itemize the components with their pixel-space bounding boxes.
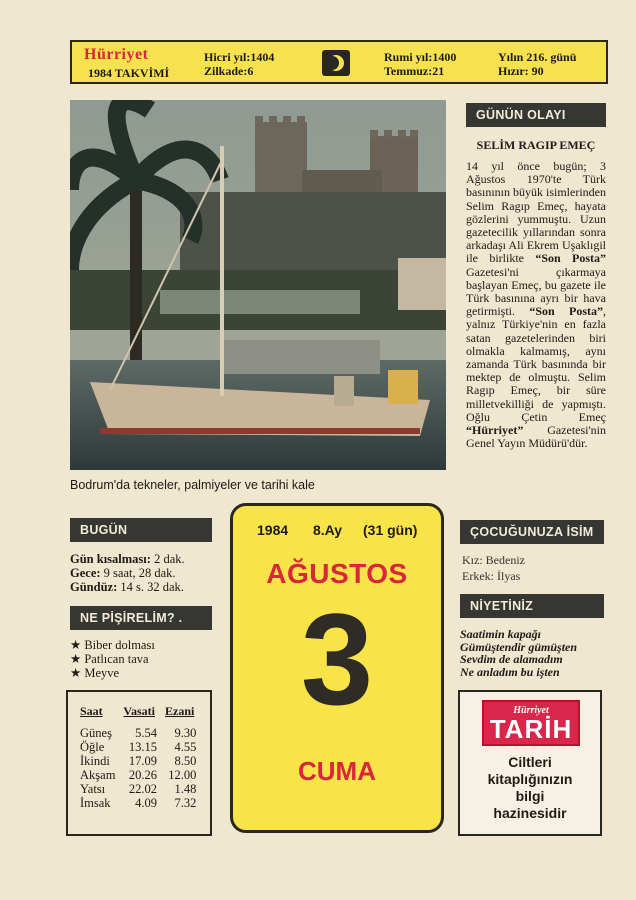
- hicri-info: Hicri yıl:1404 Zilkade:6: [204, 50, 275, 78]
- prayer-times-box: [66, 690, 212, 836]
- tarih-advert: [458, 690, 602, 836]
- table-row: Yatsı 22.02 1.48: [80, 782, 197, 796]
- brand-logo: Hürriyet: [84, 46, 149, 63]
- event-title: SELİM RAGIP EMEÇ: [476, 138, 596, 152]
- event-text: 14 yıl önce bugün; 3 Ağustos 1970'te Türk basınının büyük isimlerinden Selim Ragıp Emeç, hayata gözlerini yummuştu. Uzun gazetecilik yıllarından sonra arkadaşı Ali Ekrem Uşaklıgil ile birlikte “Son Posta” Gazetesi'ni çıkarmaya başlayan Emeç, bu gazete ile Türk basınına ayrı bir hava getirmişti. “Son Posta”, yalnız Türkiye'nin en fazla satan gazetelerinden biri olmakla kalmamış, aynı zamanda Türk basınında bir mektep de olmuştu. Selim Ragıp Emeç, bir süre milletvekilliği de yapmıştı. Oğlu Çetin Emeç “Hürriyet” Gazetesi'nin Genel Yayın Müdürü'dür.: [466, 159, 607, 451]
- prayer-times-table: Saat Vasati Ezani Güneş 5.54 9.30 Öğle 13.15 4.55 İkindi 17.09 8.50 Akşam 20.26 12.00 Yatsı 22.02 1.48 İmsak 4.09 7.32: [76, 704, 200, 810]
- baby-names: Kız: Bedeniz Erkek: İlyas: [462, 553, 525, 583]
- table-row: Güneş 5.54 9.30: [80, 726, 197, 740]
- card-month-number: 8.Ay: [313, 522, 343, 538]
- list-item: ★ Patlıcan tava: [70, 652, 149, 666]
- bodrum-photo: [70, 100, 446, 470]
- section-heading-cocuga-isim: ÇOCUĞUNUZA İSİM: [460, 520, 604, 544]
- table-row: İmsak 4.09 7.32: [80, 796, 197, 810]
- month-name: AĞUSTOS: [266, 558, 408, 589]
- header-band: [70, 40, 608, 84]
- section-heading-ne-pisirelim: NE PİŞİRELİM? .: [70, 606, 212, 630]
- fortune-poem: Saatimin kapağı Gümüştendir gümüşten Sevdim de alamadım Ne anladım bu işten: [460, 627, 578, 679]
- date-card: [230, 503, 444, 833]
- table-row: Öğle 13.15 4.55: [80, 740, 197, 754]
- tarih-logo: Hürriyet TARİH: [482, 700, 580, 746]
- list-item: ★ Meyve: [70, 666, 120, 680]
- star-icon: ★: [70, 638, 82, 652]
- star-icon: ★: [70, 652, 82, 666]
- menu-list: [70, 638, 155, 680]
- list-item: ★ Biber dolması: [70, 638, 155, 652]
- section-heading-gunun-olayi: GÜNÜN OLAYI: [466, 103, 606, 127]
- table-row: Akşam 20.26 12.00: [80, 768, 197, 782]
- section-heading-niyetiniz: NİYETİNİZ: [460, 594, 604, 618]
- card-year: 1984: [257, 522, 289, 538]
- table-row: İkindi 17.09 8.50: [80, 754, 197, 768]
- advert-text: Ciltleri kitaplığınızın bilgi hazinesidir: [487, 754, 573, 821]
- rumi-info: Rumi yıl:1400 Temmuz:21: [384, 50, 457, 78]
- year-day-info: Yılın 216. günü Hızır: 90: [498, 50, 577, 78]
- crescent-moon-icon: [322, 50, 350, 76]
- photo-caption: Bodrum'da tekneler, palmiyeler ve tarihi kale: [70, 478, 315, 492]
- weekday-name: CUMA: [298, 756, 376, 786]
- today-info: Gün kısalması: 2 dak. Gece: 9 saat, 28 dak. Gündüz: 14 s. 32 dak.: [70, 552, 185, 594]
- section-heading-bugun: BUGÜN: [70, 518, 212, 542]
- card-days-count: (31 gün): [363, 522, 418, 538]
- header-subtitle: 1984 TAKVİMİ: [88, 66, 170, 80]
- day-number: 3: [300, 586, 374, 732]
- star-icon: ★: [70, 666, 82, 680]
